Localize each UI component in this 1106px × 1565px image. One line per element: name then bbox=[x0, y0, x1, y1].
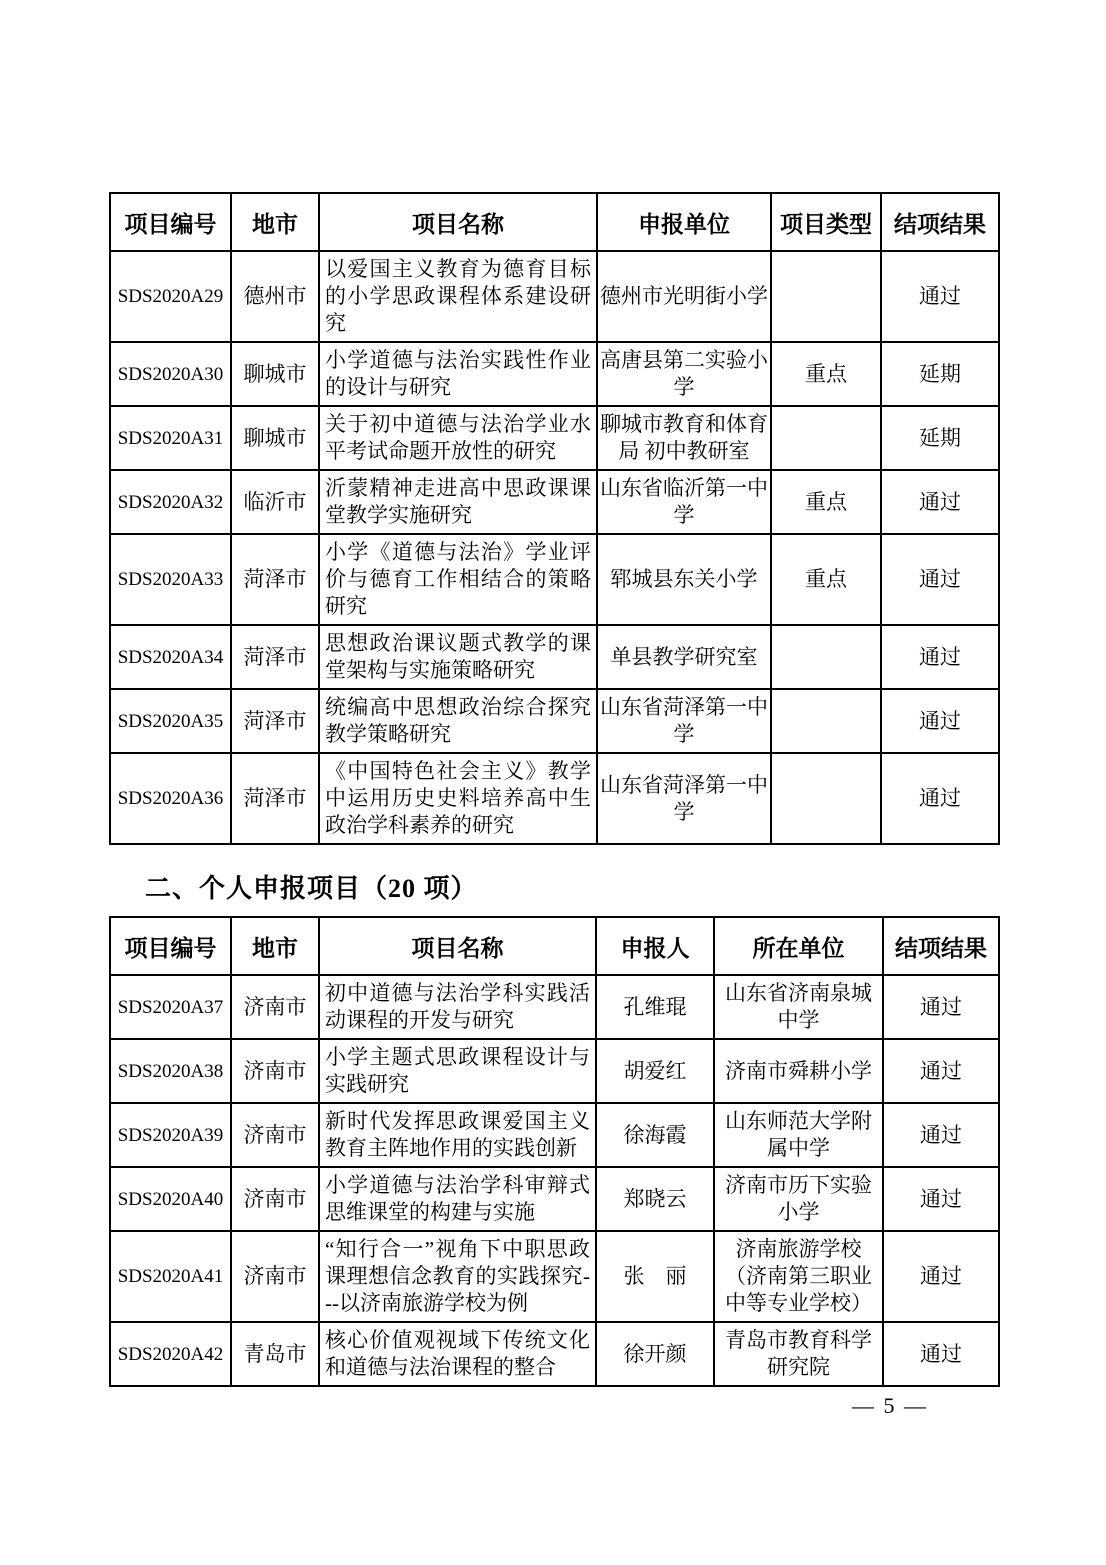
cell-result: 通过 bbox=[883, 1039, 999, 1103]
cell-name: 小学《道德与法治》学业评价与德育工作相结合的策略研究 bbox=[319, 534, 597, 625]
column-header-result: 结项结果 bbox=[881, 193, 999, 251]
table-row bbox=[110, 625, 999, 689]
cell-unit: 德州市光明街小学 bbox=[597, 251, 771, 342]
cell-result: 通过 bbox=[881, 625, 999, 689]
column-header-person: 申报人 bbox=[596, 917, 714, 975]
cell-code: SDS2020A37 bbox=[110, 975, 231, 1039]
cell-result: 延期 bbox=[881, 342, 999, 406]
column-header-unit: 所在单位 bbox=[714, 917, 883, 975]
cell-result: 通过 bbox=[881, 689, 999, 753]
cell-city: 聊城市 bbox=[231, 406, 319, 470]
column-header-code: 项目编号 bbox=[110, 917, 231, 975]
cell-unit: 青岛市教育科学研究院 bbox=[714, 1322, 883, 1386]
cell-name: 小学主题式思政课程设计与实践研究 bbox=[319, 1039, 596, 1103]
column-header-unit: 申报单位 bbox=[597, 193, 771, 251]
cell-type: 重点 bbox=[771, 470, 881, 534]
column-header-type: 项目类型 bbox=[771, 193, 881, 251]
cell-code: SDS2020A34 bbox=[110, 625, 231, 689]
column-header-city: 地市 bbox=[231, 917, 319, 975]
cell-result: 通过 bbox=[881, 753, 999, 844]
cell-unit: 山东省菏泽第一中学 bbox=[597, 689, 771, 753]
table-row bbox=[110, 1103, 999, 1167]
table-row bbox=[110, 975, 999, 1039]
table-row bbox=[110, 251, 999, 342]
cell-city: 临沂市 bbox=[231, 470, 319, 534]
cell-unit: 山东省临沂第一中学 bbox=[597, 470, 771, 534]
cell-city: 济南市 bbox=[231, 1039, 319, 1103]
cell-city: 菏泽市 bbox=[231, 753, 319, 844]
table-row bbox=[110, 1231, 999, 1322]
cell-city: 菏泽市 bbox=[231, 534, 319, 625]
column-header-name: 项目名称 bbox=[319, 917, 596, 975]
cell-code: SDS2020A35 bbox=[110, 689, 231, 753]
cell-city: 济南市 bbox=[231, 1167, 319, 1231]
cell-person: 徐海霞 bbox=[596, 1103, 714, 1167]
cell-unit: 济南市历下实验小学 bbox=[714, 1167, 883, 1231]
cell-name: 沂蒙精神走进高中思政课课堂教学实施研究 bbox=[319, 470, 597, 534]
page-number: — 5 — bbox=[852, 1393, 928, 1418]
cell-type bbox=[771, 625, 881, 689]
cell-city: 菏泽市 bbox=[231, 625, 319, 689]
cell-person: 张 丽 bbox=[596, 1231, 714, 1322]
cell-result: 通过 bbox=[881, 470, 999, 534]
cell-name: “知行合一”视角下中职思政课理想信念教育的实践探究---以济南旅游学校为例 bbox=[319, 1231, 596, 1322]
table-row bbox=[110, 534, 999, 625]
cell-name: 统编高中思想政治综合探究教学策略研究 bbox=[319, 689, 597, 753]
cell-city: 济南市 bbox=[231, 975, 319, 1039]
cell-code: SDS2020A36 bbox=[110, 753, 231, 844]
cell-code: SDS2020A30 bbox=[110, 342, 231, 406]
cell-result: 通过 bbox=[881, 534, 999, 625]
column-header-city: 地市 bbox=[231, 193, 319, 251]
cell-name: 小学道德与法治实践性作业的设计与研究 bbox=[319, 342, 597, 406]
cell-result: 延期 bbox=[881, 406, 999, 470]
cell-unit: 单县教学研究室 bbox=[597, 625, 771, 689]
cell-code: SDS2020A31 bbox=[110, 406, 231, 470]
cell-unit: 济南旅游学校（济南第三职业中等专业学校） bbox=[714, 1231, 883, 1322]
table-row bbox=[110, 1039, 999, 1103]
cell-unit: 山东省菏泽第一中学 bbox=[597, 753, 771, 844]
cell-unit: 山东省济南泉城中学 bbox=[714, 975, 883, 1039]
cell-name: 初中道德与法治学科实践活动课程的开发与研究 bbox=[319, 975, 596, 1039]
cell-person: 徐开颜 bbox=[596, 1322, 714, 1386]
table-row bbox=[110, 342, 999, 406]
cell-code: SDS2020A32 bbox=[110, 470, 231, 534]
cell-name: 关于初中道德与法治学业水平考试命题开放性的研究 bbox=[319, 406, 597, 470]
cell-result: 通过 bbox=[883, 1167, 999, 1231]
table-row bbox=[110, 1322, 999, 1386]
cell-person: 孔维琨 bbox=[596, 975, 714, 1039]
cell-code: SDS2020A38 bbox=[110, 1039, 231, 1103]
table-row bbox=[110, 406, 999, 470]
unit-projects-body bbox=[110, 251, 999, 844]
cell-person: 郑晓云 bbox=[596, 1167, 714, 1231]
unit-projects-table bbox=[109, 192, 1000, 845]
column-header-code: 项目编号 bbox=[110, 193, 231, 251]
cell-name: 以爱国主义教育为德育目标的小学思政课程体系建设研究 bbox=[319, 251, 597, 342]
cell-result: 通过 bbox=[883, 975, 999, 1039]
cell-unit: 济南市舜耕小学 bbox=[714, 1039, 883, 1103]
cell-name: 思想政治课议题式教学的课堂架构与实施策略研究 bbox=[319, 625, 597, 689]
cell-code: SDS2020A41 bbox=[110, 1231, 231, 1322]
cell-city: 菏泽市 bbox=[231, 689, 319, 753]
cell-name: 核心价值观视域下传统文化和道德与法治课程的整合 bbox=[319, 1322, 596, 1386]
cell-city: 青岛市 bbox=[231, 1322, 319, 1386]
cell-type bbox=[771, 251, 881, 342]
section-title: 二、个人申报项目（20 项） bbox=[145, 874, 478, 903]
table-row bbox=[110, 753, 999, 844]
individual-projects-table bbox=[109, 916, 1000, 1387]
cell-result: 通过 bbox=[883, 1322, 999, 1386]
cell-code: SDS2020A39 bbox=[110, 1103, 231, 1167]
cell-type: 重点 bbox=[771, 342, 881, 406]
cell-city: 济南市 bbox=[231, 1103, 319, 1167]
cell-code: SDS2020A33 bbox=[110, 534, 231, 625]
cell-name: 小学道德与法治学科审辩式思维课堂的构建与实施 bbox=[319, 1167, 596, 1231]
table-row bbox=[110, 689, 999, 753]
cell-result: 通过 bbox=[883, 1103, 999, 1167]
cell-city: 济南市 bbox=[231, 1231, 319, 1322]
cell-unit: 聊城市教育和体育局 初中教研室 bbox=[597, 406, 771, 470]
cell-result: 通过 bbox=[883, 1231, 999, 1322]
cell-type bbox=[771, 753, 881, 844]
cell-unit: 山东师范大学附属中学 bbox=[714, 1103, 883, 1167]
cell-unit: 郓城县东关小学 bbox=[597, 534, 771, 625]
cell-type: 重点 bbox=[771, 534, 881, 625]
cell-name: 新时代发挥思政课爱国主义教育主阵地作用的实践创新 bbox=[319, 1103, 596, 1167]
unit-projects-header-row bbox=[110, 193, 999, 251]
column-header-result: 结项结果 bbox=[883, 917, 999, 975]
cell-type bbox=[771, 406, 881, 470]
cell-type bbox=[771, 689, 881, 753]
table-row bbox=[110, 1167, 999, 1231]
column-header-name: 项目名称 bbox=[319, 193, 597, 251]
cell-city: 德州市 bbox=[231, 251, 319, 342]
cell-result: 通过 bbox=[881, 251, 999, 342]
cell-code: SDS2020A42 bbox=[110, 1322, 231, 1386]
cell-city: 聊城市 bbox=[231, 342, 319, 406]
individual-projects-body bbox=[110, 975, 999, 1386]
cell-code: SDS2020A29 bbox=[110, 251, 231, 342]
table-row bbox=[110, 470, 999, 534]
cell-code: SDS2020A40 bbox=[110, 1167, 231, 1231]
individual-projects-header-row bbox=[110, 917, 999, 975]
cell-person: 胡爱红 bbox=[596, 1039, 714, 1103]
cell-name: 《中国特色社会主义》教学中运用历史史料培养高中生政治学科素养的研究 bbox=[319, 753, 597, 844]
cell-unit: 高唐县第二实验小学 bbox=[597, 342, 771, 406]
